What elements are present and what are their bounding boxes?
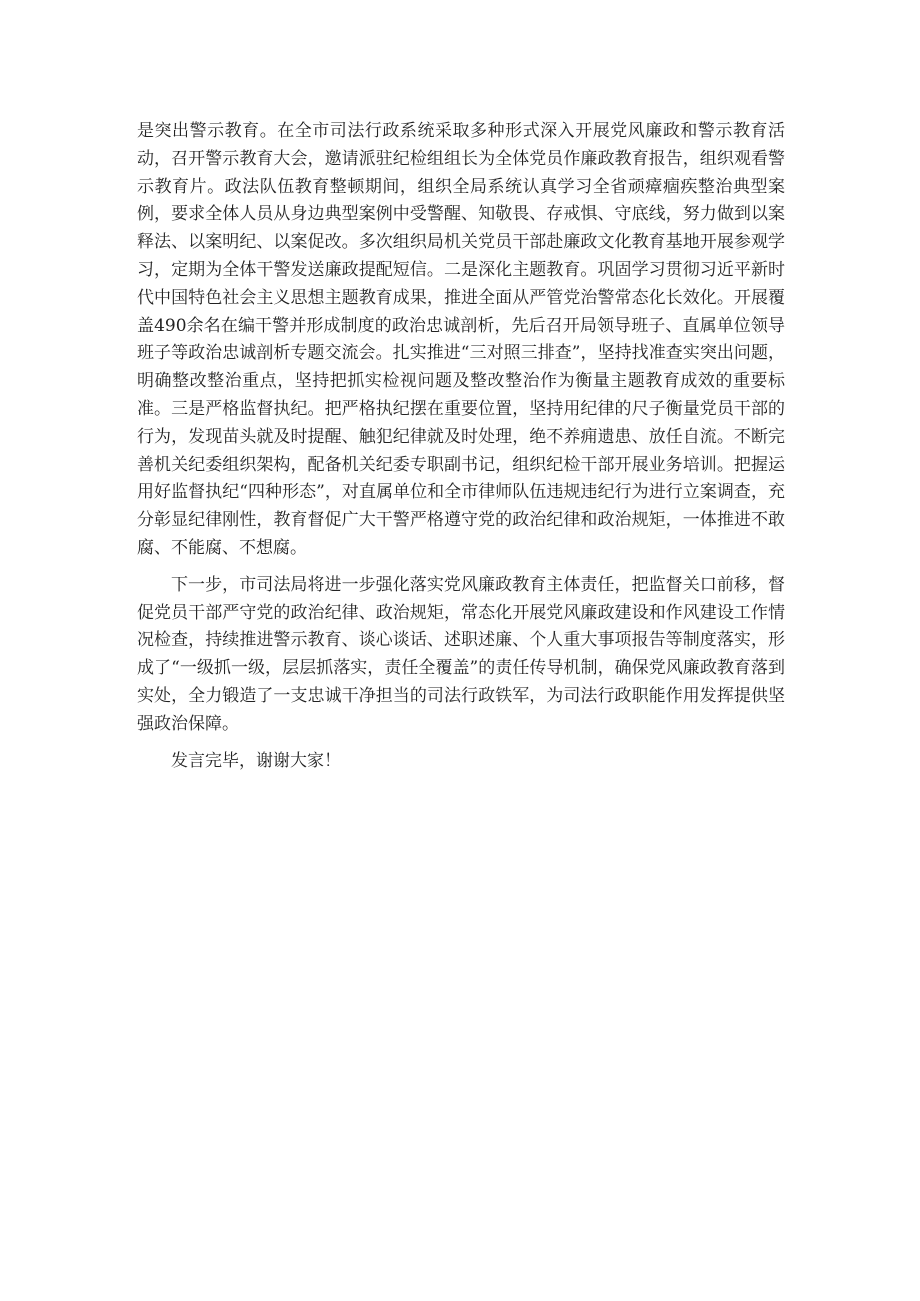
closing-remark: 发言完毕，谢谢大家！: [171, 750, 341, 771]
body-paragraph-continuation: 是突出警示教育。在全市司法行政系统采取多种形式深入开展党风廉政和警示教育活动，召开警示教育大会，邀请派驻纪检组组长为全体党员作廉政教育报告，组织观看警示教育片。政法队伍教育整顿期间，组织全局系统认真学习全省顽瘴痼疾整治典型案例，要求全体人员从身边典型案例中受警醒、知敬畏、存戒惧、守底线，努力做到以案释法、以案明纪、以案促改。多次组织局机关党员干部赴廉政文化教育基地开展参观学习，定期为全体干警发送廉政提配短信。二是深化主题教育。巩固学习贯彻习近平新时代中国特色社会主义思想主题教育成果，推进全面从严管党治警常态化长效化。开展覆盖490余名在编干警并形成制度的政治忠诚剖析，先后召开局领导班子、直属单位领导班子等政治忠诚剖析专题交流会。扎实推进“三对照三排查”，坚持找准查实突出问题，明确整改整治重点，坚持把抓实检视问题及整改整治作为衡量主题教育成效的重要标准。三是严格监督执纪。把严格执纪摆在重要位置，坚持用纪律的尺子衡量党员干部的行为，发现苗头就及时提醒、触犯纪律就及时处理，绝不养痈遗患、放任自流。不断完善机关纪委组织架构，配备机关纪委专职副书记，组织纪检干部开展业务培训。把握运用好监督执纪“四种形态”，对直属单位和全市律师队伍违规违纪行为进行立案调查，充分彰显纪律刚性，教育督促广大干警严格遵守党的政治纪律和政治规矩，一体推进不敢腐、不能腐、不想腐。: [137, 121, 785, 558]
body-paragraph-next-steps: 下一步，市司法局将进一步强化落实党风廉政教育主体责任，把监督关口前移，督促党员干部严守党的政治纪律、政治规矩，常态化开展党风廉政建设和作风建设工作情况检查，持续推进警示教育、谈心谈话、述职述廉、个人重大事项报告等制度落实，形成了“一级抓一级，层层抓落实，责任全覆盖”的责任传导机制，确保党风廉政教育落到实处，全力锻造了一支忠诚干净担当的司法行政铁军，为司法行政职能作用发挥提供坚强政治保障。: [137, 574, 785, 734]
document-body: [137, 118, 785, 775]
